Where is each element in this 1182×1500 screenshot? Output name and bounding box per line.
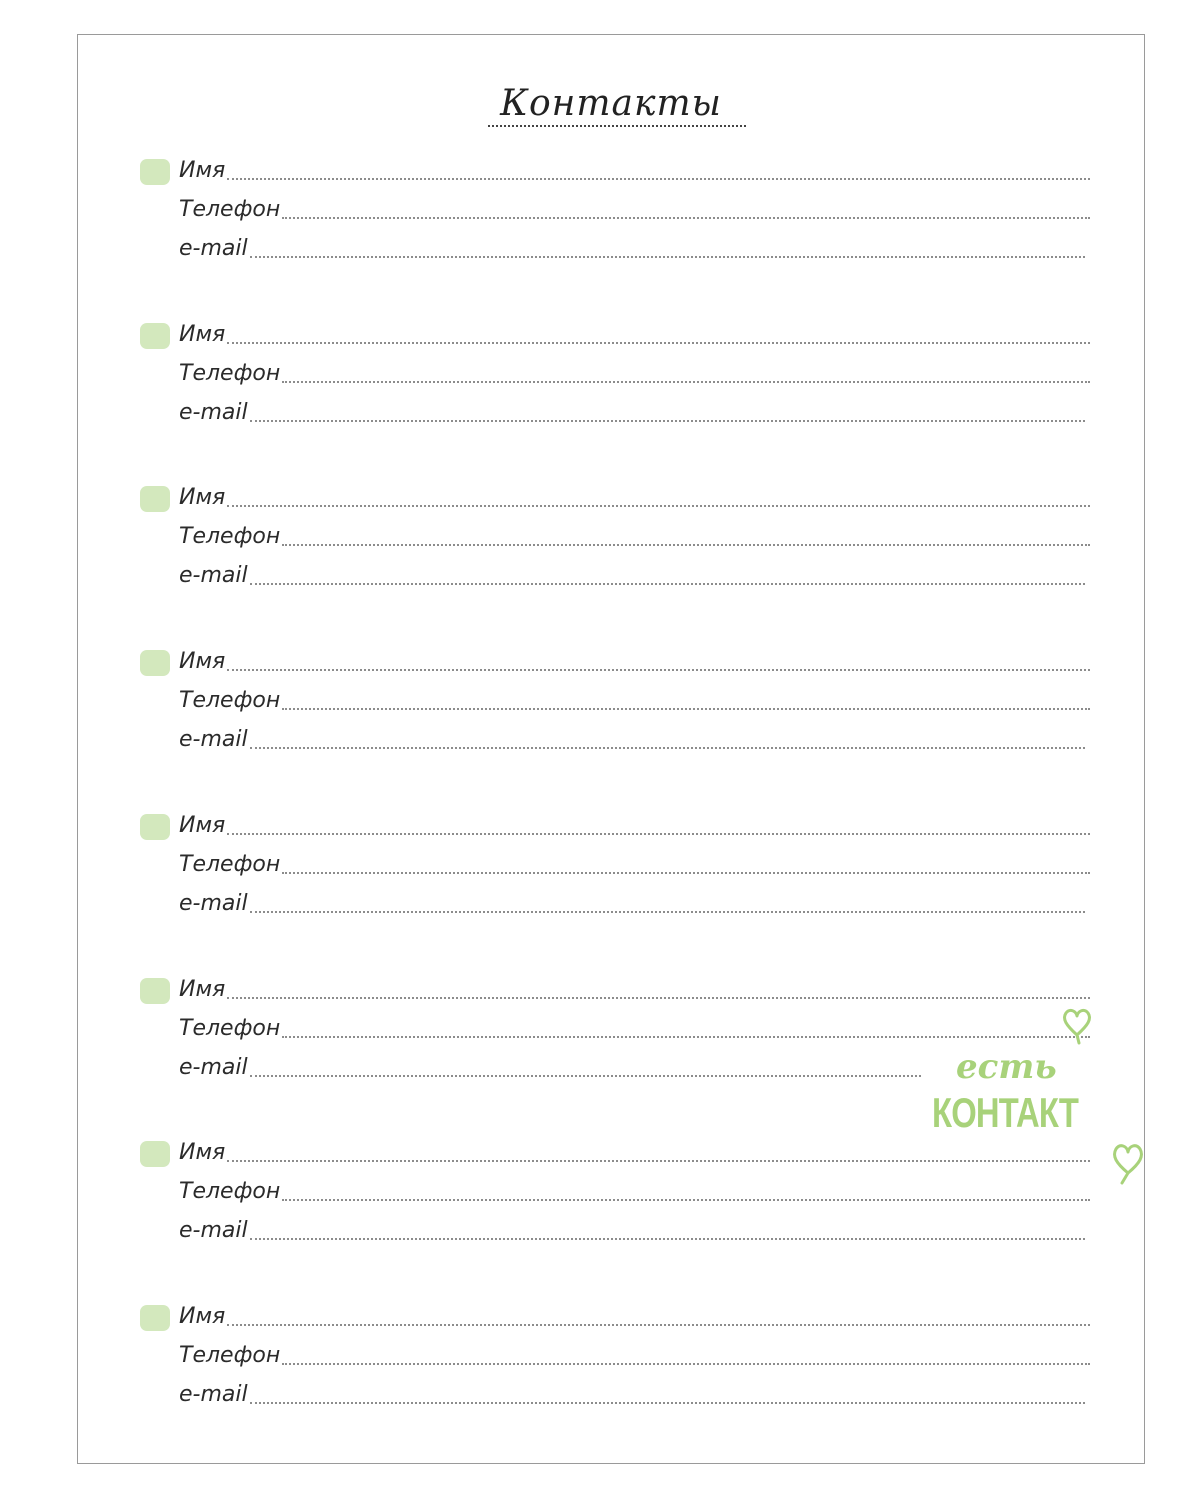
name-row [179,974,1090,1004]
name-label: Имя [179,321,226,347]
name-label: Имя [179,158,226,183]
name-label: Имя [179,976,226,1002]
entry-marker [140,159,170,185]
entry-marker [140,814,170,840]
phone-label: Телефон [179,688,281,714]
email-label: e-mail [179,890,248,916]
contacts-page [77,34,1145,1464]
entry-marker [140,978,170,1004]
phone-row [179,1340,1090,1370]
phone-label: Телефон [179,524,281,550]
email-label: e-mail [179,1381,248,1407]
email-label: e-mail [179,1218,248,1244]
name-write-line[interactable] [227,997,1090,999]
name-write-line[interactable] [227,1324,1090,1326]
name-write-line[interactable] [227,505,1090,507]
email-row [179,1379,1085,1409]
page-title: Контакты [500,83,722,124]
name-write-line[interactable] [227,178,1090,180]
email-label: e-mail [179,399,248,425]
entry-marker [140,650,170,676]
brand-logo [928,1005,1088,1185]
phone-label: Телефон [179,1015,281,1041]
name-row [179,319,1090,349]
entry-marker [140,1141,170,1167]
contact-entry [78,35,1146,261]
contact-entry [78,690,1146,916]
contact-entry [78,1181,1146,1407]
email-label: e-mail [179,1054,248,1080]
email-label: e-mail [179,236,248,261]
name-label: Имя [179,1303,226,1329]
phone-label: Телефон [179,1179,281,1205]
logo-word-est: есть [956,1047,1057,1087]
phone-write-line[interactable] [282,1363,1090,1365]
email-label: e-mail [179,727,248,753]
name-write-line[interactable] [227,342,1090,344]
contact-entry [78,362,1146,589]
name-write-line[interactable] [227,833,1090,835]
email-label: e-mail [179,563,248,589]
name-row [179,810,1090,840]
logo-word-kontakt: КОНТАКТ [932,1089,1079,1136]
name-row [179,155,1090,185]
contact-entry [78,199,1146,425]
name-label: Имя [179,812,226,838]
name-row [179,482,1090,512]
name-row [179,1301,1090,1331]
entry-marker [140,323,170,349]
email-write-line[interactable] [250,1402,1085,1404]
phone-label: Телефон [179,197,281,222]
entry-marker [140,486,170,512]
phone-label: Телефон [179,851,281,877]
heart-icon [1108,1139,1148,1187]
name-label: Имя [179,485,226,511]
contact-entry [78,526,1146,753]
name-write-line[interactable] [227,669,1090,671]
name-label: Имя [179,649,226,675]
entry-marker [140,1305,170,1331]
name-label: Имя [179,1140,226,1166]
heart-icon [1060,1005,1094,1045]
name-row [179,646,1090,676]
phone-label: Телефон [179,1342,281,1368]
phone-label: Телефон [179,360,281,386]
